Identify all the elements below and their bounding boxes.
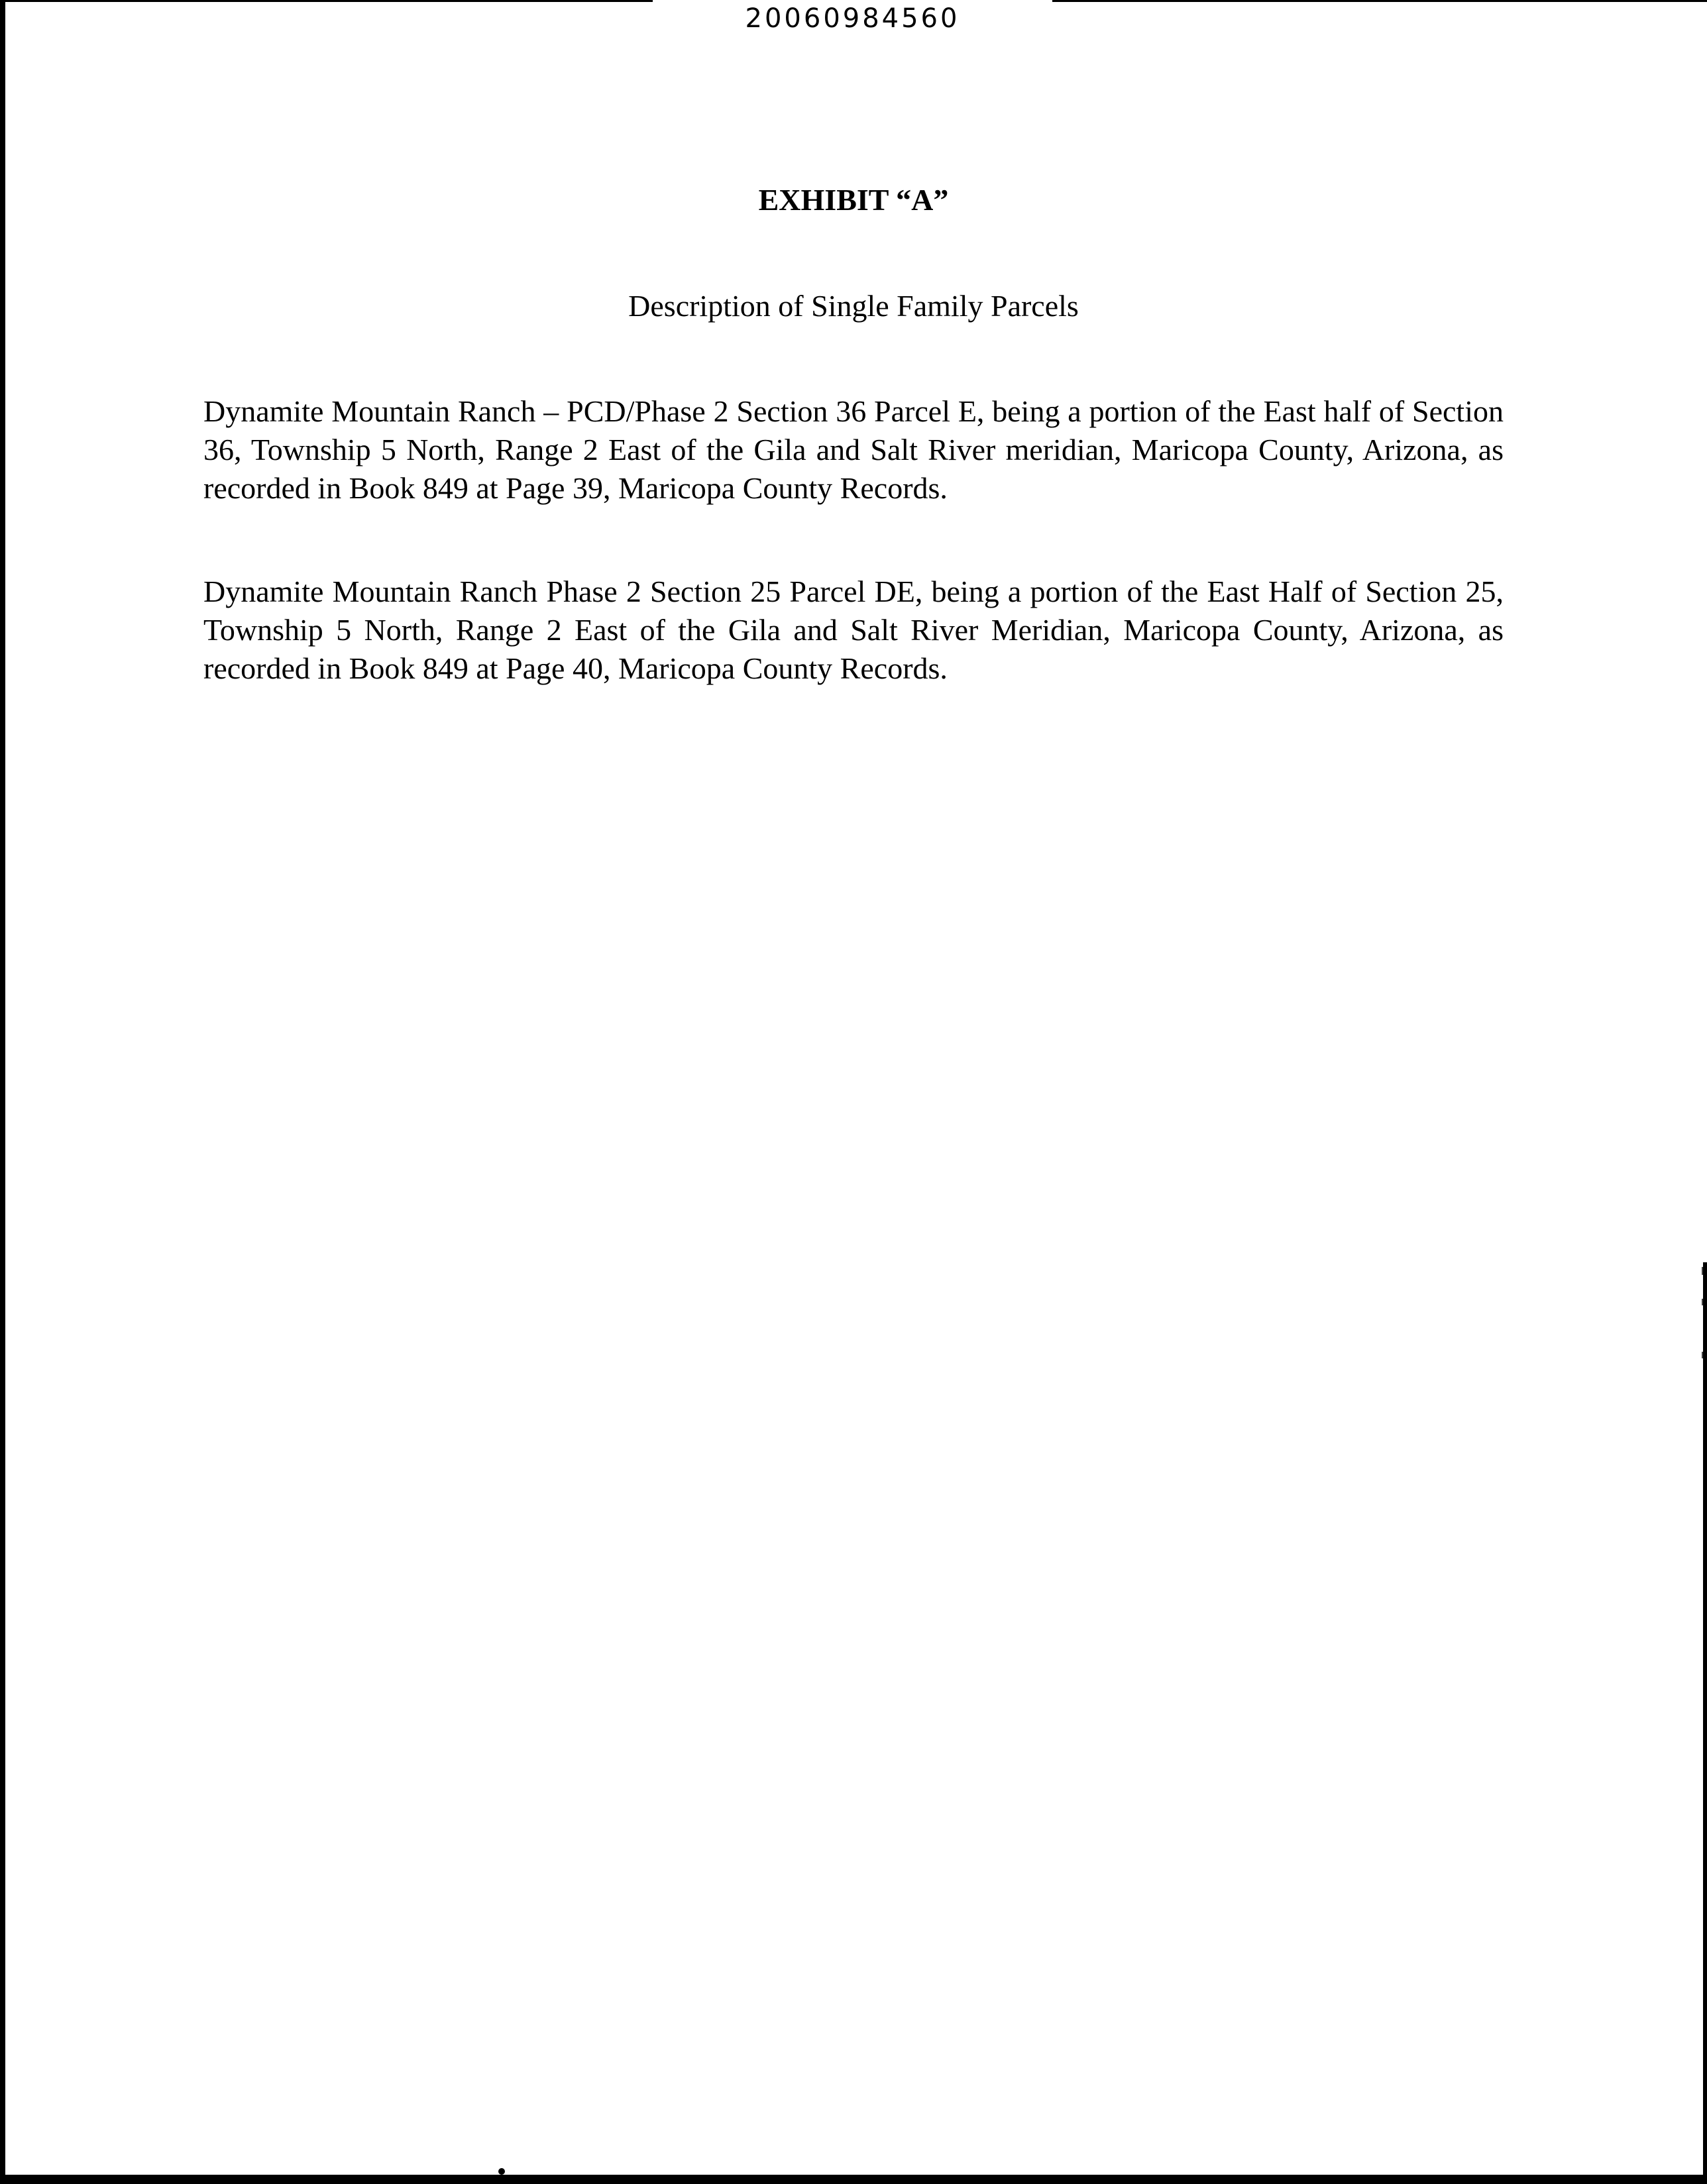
scan-edge-top-left [0, 0, 653, 2]
scan-edge-right [1703, 1262, 1707, 2184]
exhibit-subtitle: Description of Single Family Parcels [628, 289, 1079, 323]
document-number: 20060984560 [745, 3, 960, 34]
scan-tick [1702, 1267, 1703, 1275]
scan-edge-top-right [1052, 0, 1707, 2]
parcel-description-paragraph: Dynamite Mountain Ranch – PCD/Phase 2 Section 36 Parcel E, being a portion of the East half of Section 36, Township 5 North, Range 2 East of the Gila and Salt River meridian, Maricopa County, Arizona, as recorded in Book 849 at Page 39, Maricopa County Records. [203, 394, 1504, 505]
scan-mark [498, 2168, 505, 2175]
parcel-description-paragraph: Dynamite Mountain Ranch Phase 2 Section 25 Parcel DE, being a portion of the East Half of Section 25, Township 5 North, Range 2 East of the Gila and Salt River Meridian, Maricopa County, Arizona, as recorded in Book 849 at Page 40, Maricopa County Records. [203, 574, 1504, 685]
exhibit-title: EXHIBIT “A” [758, 183, 949, 217]
scan-edge-bottom [0, 2175, 1707, 2184]
scan-tick [1702, 1352, 1703, 1358]
scan-edge-left [0, 0, 5, 2184]
scan-tick [1702, 1299, 1703, 1305]
